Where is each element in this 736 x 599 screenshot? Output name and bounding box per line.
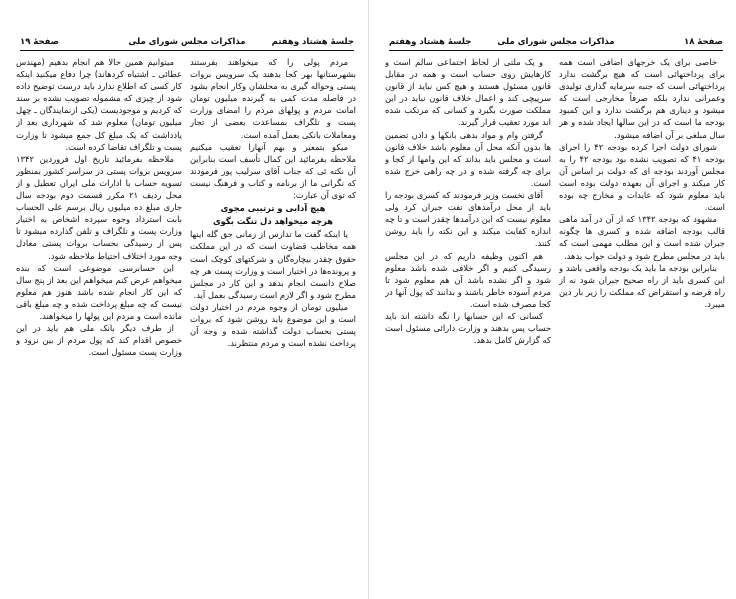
paragraph: ملاحظه بفرمائید تاریخ اول فروردین ۱۳۴۲ سرویس بروات پستی در سراسر کشور بمنظور تسویه حساب با ادارات ملی ایران تعطیل و از محل ردیف ۲۱ مکرر قسمت دوم بودجه سال جاری مبلغ ده میلیون ریال برسم علی الحساب بابت استرداد وجوه سپرده اشخاص به اختیار وزارت پست و تلگراف و تلفن گذارده میشود تا پس از رسیدگی بحساب بروات پستی معادل وجه مورد اختلاف احتیاط ملاحظه شود. xyxy=(16,153,182,261)
text-column-right xyxy=(190,56,356,593)
section-heading: هیچ آدابی و ترتیبی مجوی xyxy=(220,203,326,214)
paragraph: از طرف دیگر بانک ملی هم باید در این خصوص اقدام کند که پول مردم از بین نرود و وزارت پست مسئول است. xyxy=(16,323,182,358)
paragraph: مردم پولی را که میخواهند بفرستند بشهرستانها بهر کجا بدهند یک سرویس بروات پستی وحواله گیری به محلشان وکار انجام بشود در فاصله مدت کمی به گیرنده میلیون تومان امانت مردم و پولهای مردم را امضای وزارت پست و تلگراف بمساعدت بعضی از تجار ومعاملات بانکی بعمل آمده است. xyxy=(190,57,356,140)
publication-title: مذاکرات مجلس شورای ملی xyxy=(497,37,615,47)
paragraph: مشهود که بودجه ۱۳۴۲ که از آن در آمد ماهی قالب بودجه اضافه شده و کسری ها چگونه جبران شده است و این مطلب مهمی است که باید در مجلس مطرح شود و دولت جواب بدهد. xyxy=(559,214,725,261)
text-column-left xyxy=(16,56,182,593)
paragraph: این حسابرسی موضوعی است که بنده میخواهم عرض کنم میخواهم این بعد از پنج سال که این کار انجام شده باشد هنوز هم معلوم نیست که چه مبلغ پرداخت شده و چه مبلغ باقی مانده است و مردم این پولها را میخواهند. xyxy=(16,262,182,321)
session-title: جلسهٔ هشتاد وهفتم xyxy=(389,37,472,47)
text-column-left xyxy=(385,56,551,593)
page-header xyxy=(20,36,354,51)
page-number: صفحهٔ ۱۸ xyxy=(684,37,723,47)
paragraph: هم اکنون وظیفه داریم که در این مجلس رسیدگی کنیم و اگر خلافی شده باشد معلوم شود و اگر نشده باشد آن هم معلوم شود تا مردم آسوده خاطر باشند و بدانند که پول آنها در کجا مصرف شده است. xyxy=(385,250,551,309)
session-title: جلسهٔ هشتاد وهفتم xyxy=(271,37,354,47)
paragraph: بنابراین بودجه ما باید یک بودجه واقعی باشد و این کسری باید از راه صحیح جبران شود نه از راه قرضه و استقراض که مملکت را زیر بار دین میبرد. xyxy=(559,262,725,309)
page-header xyxy=(389,36,723,51)
page-number: صفحهٔ ۱۹ xyxy=(20,37,59,47)
paragraph: شورای دولت اجرا کرده بودجه ۴۲ را اجرای بودجه ۴۱ که تصویب نشده بود بودجه ۴۲ را به مجلس آوردند بودجه ای که دولت بر اساس آن کار میکند و اجرای آن بعهده دولت بوده است باید معلوم شود که عایدات و مخارج چه بوده است. xyxy=(559,141,725,213)
paragraph: میکو بتمعیر و بهم آنهارا تعقیب میکنیم ملاحظه بفرمائید این کمال تأسف است بنابراین آن نکته ئی که جناب آقای سرلیب پور فرمودند که نگرانی ما از برنامه و کتاب و فرهنگ نیست که توی آن عبارت: xyxy=(190,141,356,201)
paragraph: خاصی برای یک خرجهای اضافی است همه برای پرداختهائی است که هیچ برگشت ندارد پرداختهائی است که جنبه سرمایه گذاری تولیدی وعمرانی ندارد بلکه صرفاً مخارجی است که میشود و دیناری هم برگشت ندارد و این کمبود بودجه ما است که در این سالها ایجاد شده و هر سال مبلغی بر آن اضافه میشود. xyxy=(559,57,725,140)
paragraph: کسانی که این حسابها را نگه داشته اند باید حساب پس بدهند و وزارت دارائی مسئول است که گزارش کامل بدهد. xyxy=(385,310,551,346)
paragraph: و یک ملتی از لحاظ اجتماعی سالم است و کارهایش روی حساب است و همه در مقابل قانون مسئول هستند و هیچ کس نباید از قانون سرپیچی کند و اعمال خلاف قانون نباید در این مملکت صورت بگیرد و کسانی که مرتکب شده اند مورد تعقیب قرار گیرند. xyxy=(385,57,551,128)
page-18 xyxy=(368,0,736,599)
section-heading: هرچه میخواهد دل تنگت بگوی xyxy=(212,216,333,227)
paragraph: آقای نخست وزیر فرمودند که کسری بودجه را باید از محل درآمدهای نفت جبران کرد ولی معلوم نیست که این درآمدها چقدر است و تا چه اندازه کفایت میکند و این نکته را باید روشن کنند. xyxy=(385,190,551,249)
paragraph: میلیون تومان از وجوه مردم در اختیار دولت است و این موضوع باید روشن شود که بروات پستی بحساب دولت گذاشته شده و وجه آن پرداخت نشده است و مردم منتظرند. xyxy=(190,301,356,349)
paragraph: میتوانیم همین حالا هم انجام بدهیم (مهندس عطائی ـ اشتباه کردهاند) چرا دفاع میکنید اینکه کار کسی که اطلاع ندارد باید درست توضیح داده شود از چیزی که مشموله تصویب نشده بر سند که کردیم و موجودیست (یکی ازنمایندگان ـ چهل میلیون تومان) معلوم شد که شهرداری بعد از یادداشت که یک مبلغ کل جمع میشود تا وزارت پست و تلگراف تقاضا کرده است. xyxy=(16,57,182,152)
publication-title: مذاکرات مجلس شورای ملی xyxy=(128,37,246,47)
text-column-right xyxy=(559,56,725,593)
paragraph: گرفتن وام و مواد بدهی بانکها و دادن تضمین ها بدون آنکه محل آن معلوم باشد خلاف قانون است و مجلس باید بداند که این وامها از کجا و برای چه گرفته شده و در چه راهی خرج شده است. xyxy=(385,129,551,188)
paragraph: یا اینکه گفت ما تدارس از زمانی حق گله اینها همه مخاطب قضاوت است که در این مملکت حقوق چقدر بیچاره‌گان و شرکتهای کوچک است و پرونده‌ها در اختیار است و وزارت پست هر چه صلاح دانست انجام بدهد و این کار در مجلس مطرح شود و اگر لازم است رسیدگی بعمل آید. xyxy=(190,229,356,300)
